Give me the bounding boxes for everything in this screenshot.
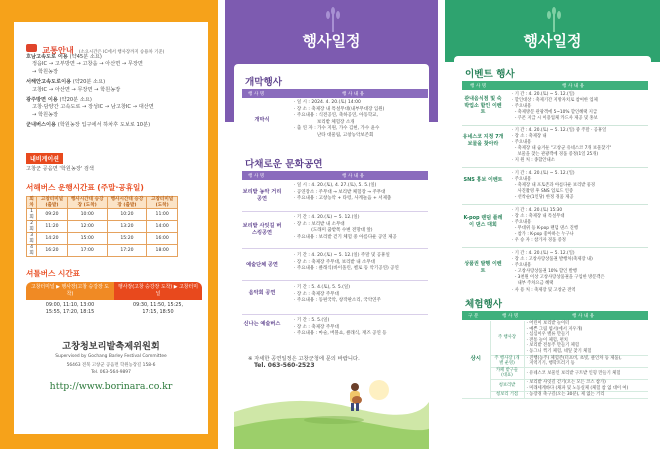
- event-details: [512, 251, 648, 294]
- route-line: 정읍IC → 고부방면 → 고창읍 → 아산면 → 무장면: [32, 61, 143, 68]
- detail-line: · 일 시 : 4. 20.(토), 4. 27.(토), 5. 5.(일): [294, 183, 377, 188]
- exp-item: · 진행(농주) 체험존(터프비, 초빛, 클인차 등 제품),: [526, 355, 622, 361]
- detail-line: · 기 간 : 4. 20.(토) ~ 5. 12.(일) 주말 및 공휴일: [294, 253, 390, 258]
- group-label: 상시: [462, 321, 490, 398]
- shuttle-timetable: [26, 282, 202, 318]
- exp-item: · 농장경 축구길(오는 30분), 제 없는 거리: [526, 392, 605, 398]
- exp-details: [524, 379, 648, 391]
- detail-line: - 고창사랑상품권 10% 할인 발행: [512, 269, 577, 275]
- detail-line: - 참가 : K-pop 좋아하는 누구나: [512, 232, 574, 238]
- detail-line: · 주요내용: [512, 104, 532, 110]
- traffic-note: (소요시간은 IC에서 행사장까지 승용차 기준): [78, 50, 165, 55]
- event-details: [294, 253, 428, 273]
- route-title: 광주방면 이용: [26, 97, 58, 104]
- contact-tel: Tel. 063-560-2523: [254, 362, 315, 369]
- route-time: (학원농장 입구에서 하차후 도보로 10분): [57, 122, 151, 129]
- exp-details: [524, 355, 648, 367]
- th-label: 행 사 명: [248, 173, 265, 179]
- shuttle-header: 행사장(고창 승강장 도착) ▶ 고창터미널: [114, 282, 202, 300]
- table-row: [462, 379, 648, 391]
- table-row: [27, 245, 178, 257]
- detail-line: - 축제장 내 숨겨둔 "고창군 유네스코 7개 보물찾기": [512, 146, 612, 152]
- shuttle-header: 고창터미널 ▶ 행사장(고창 승강장 도착): [26, 282, 114, 300]
- bus-cell: 3회: [27, 233, 37, 245]
- route-time: (약20분 소요): [59, 97, 92, 104]
- event-label: SNS 홍보 이벤트: [463, 177, 503, 183]
- divider: [462, 167, 648, 168]
- barley-field-illustration: [234, 372, 429, 449]
- barley-icon: [543, 6, 565, 32]
- route-list: [26, 54, 204, 130]
- detail-line: · 장 소 : 고창사랑상품권 발행처(축제장 내): [512, 257, 593, 263]
- bus-header-cell: 회차: [27, 197, 37, 209]
- event-details: [512, 208, 648, 245]
- section-title-opening: 개막행사: [245, 77, 283, 88]
- detail-line: - 축제장 내 포토존과 아름다운 보리밭 풍경: [512, 183, 596, 189]
- list-item: [242, 100, 428, 144]
- list-item: [462, 171, 648, 203]
- detail-line: · 장 소 : 축제장 내 특설무대(내부무대장 입원): [294, 106, 385, 112]
- detail-line: · 주요내용 : 식전공연, 축하공연, 아동학교,: [294, 113, 378, 118]
- th-detail: 행 사 내 용: [572, 313, 595, 319]
- detail-line: · 주요내용: [512, 263, 532, 269]
- route-line: 고창·담양간 고속도로 → 장성IC → 남고창IC → 대산면: [32, 104, 154, 111]
- event-label: 보리밭 농악 거리공연: [242, 189, 282, 202]
- org-name: 고창청보리밭축제위원회: [62, 341, 160, 352]
- list-item: [242, 285, 428, 311]
- route-item: [26, 97, 204, 119]
- detail-line: - 쿠폰 지급 시 이용업체 카드사 제공 및 홍보: [512, 116, 598, 122]
- detail-line: 보물을 찾는 관광객에 경품 증정(1일 25개): [512, 152, 599, 158]
- bus-cell: 14:00: [147, 221, 178, 233]
- table-header: [242, 89, 428, 98]
- detail-line: · 주요내용: [512, 140, 532, 146]
- bus-header-row: [27, 197, 178, 209]
- bus-cell: 12:00: [67, 221, 107, 233]
- divider: [242, 314, 428, 315]
- detail-line: · 기 간 : 4. 20.(토) ~ 5. 12.(일): [512, 171, 575, 176]
- section-title-experience: 체험행사: [465, 299, 503, 310]
- detail-line: · 장 소 : 축제장 내: [512, 134, 547, 140]
- detail-line: - 축제방문 관광객에 5~10% 할인혜택 지급: [512, 110, 598, 116]
- table-header: [242, 171, 428, 180]
- detail-line: · 주요내용: [512, 220, 532, 226]
- route-title: 서해안고속도로이용: [26, 79, 72, 86]
- exp-details: [524, 321, 648, 355]
- route-title: 군내버스이용: [26, 122, 57, 129]
- exp-item: · 보리밭 전통주 만들기 체험: [526, 343, 579, 349]
- detail-line: · 기 간 : 4. 20.(토) 15:30: [512, 208, 563, 213]
- detail-line: · 주요내용 : 고창농악 + 타령, 사계놀음 + 서제춤: [294, 196, 392, 201]
- bus-timetable: [26, 196, 178, 257]
- event-label: 보리밭 사잇길 버스킹공연: [242, 223, 282, 236]
- bus-cell: 10:20: [107, 209, 147, 221]
- th-label: 행 사 명: [470, 83, 487, 89]
- exp-name: 주 행사장: [490, 321, 524, 355]
- table-row: [462, 355, 648, 367]
- event-details: [294, 318, 428, 338]
- bus-cell: 15:20: [107, 233, 147, 245]
- org-tel: Tel. 063-564-9897: [91, 370, 131, 375]
- barley-icon: [322, 6, 344, 32]
- detail-line: 사진촬영 후 SNS 업로드 인증: [512, 189, 574, 195]
- detail-line: · 주요내용 : 보리밭 걷기 체험 중 아름다운 공연 제공: [294, 234, 397, 240]
- exp-item: 지역기기, 행학트러기 등: [526, 361, 575, 367]
- detail-line: 난타 대물림, 고창농악보존회: [294, 132, 374, 138]
- th-detail: 행 사 내 용: [342, 91, 365, 97]
- table-row: [462, 321, 648, 355]
- list-item: [462, 208, 648, 246]
- exp-item: · 유네스코 보물인 보리밭 구트밭 인형 만들기 체험: [526, 370, 621, 376]
- list-item: [462, 128, 648, 166]
- th-detail: 행 사 내 용: [342, 173, 365, 179]
- detail-line: · 주요내용: [512, 177, 532, 183]
- bus-cell: 17:20: [107, 245, 147, 257]
- bus-cell: 17:00: [67, 245, 107, 257]
- section-title-events: 이벤트 행사: [465, 69, 515, 80]
- route-line: 고창IC → 아산면 → 무장면 → 학원농장: [32, 86, 121, 93]
- detail-line: · 기 간 : 4. 20.(토) ~ 5. 12.(일) 중 주말 · 공휴일: [512, 128, 607, 133]
- detail-line: · 주요내용 : 마술, 버블쇼, 클래식, 재즈 공연 등: [294, 331, 387, 336]
- navi-text: 고창군 공음면 '학원농장' 검색: [26, 166, 94, 172]
- detail-line: · 일 시 : 2024. 4. 20.(토) 14:00: [294, 100, 361, 105]
- list-item: [242, 215, 428, 245]
- exp-name: 청보리밭: [490, 379, 524, 391]
- bus-cell: 14:20: [37, 233, 68, 245]
- detail-line: · 기 간 : 4. 20.(토) ~ 5. 12.(일): [294, 215, 360, 220]
- divider: [242, 248, 428, 249]
- traffic-card: [14, 22, 208, 434]
- bus-cell: 13:20: [107, 221, 147, 233]
- section-title-culture: 다채로운 문화공연: [245, 159, 323, 170]
- bus-header-cell: 고창터미널 (도착): [147, 197, 178, 209]
- exp-item: · 동그니 찍기 체험, 네잎 찾기 체험: [526, 348, 592, 354]
- table-row: [27, 209, 178, 221]
- org-block: [14, 338, 208, 392]
- exp-details: [524, 392, 648, 399]
- table-header: [462, 81, 648, 90]
- route-item: [26, 54, 204, 76]
- route-line: → 학원농장: [32, 68, 59, 75]
- exp-item: · 보리밭 사잇길 걷기(오는 모든 코스 참가): [526, 379, 606, 385]
- divider: [462, 247, 648, 248]
- bus-header-cell: 행사시간대 승강장 (도착): [67, 197, 107, 209]
- detail-line: · 주요내용 : 동편국악, 창작판소리, 국악연주: [294, 298, 381, 303]
- detail-line: · 기 간 : 4. 20.(토) ~ 5. 12.(일): [512, 92, 575, 97]
- event-details: [294, 285, 428, 305]
- event-label: 예술단체 공연: [246, 262, 278, 268]
- bus-cell: 16:20: [37, 245, 68, 257]
- detail-line: · 장 소 : 축제장 주무대: [294, 291, 339, 297]
- event-details: [294, 183, 428, 203]
- bus-cell: 15:00: [67, 233, 107, 245]
- route-line: → 학원농장: [32, 111, 59, 118]
- divider: [462, 204, 648, 205]
- exp-item: · 어린이 보리밭 놀이터: [526, 321, 570, 326]
- th-label: 행 사 명: [248, 91, 265, 97]
- list-item: [242, 253, 428, 279]
- th-name: 행 사 명: [502, 313, 519, 319]
- th-detail: 행 사 내 용: [562, 83, 585, 89]
- panel-schedule-events: [445, 0, 660, 449]
- shuttle-times: 09:30, 11:50, 15:25, 17:15, 18:50: [132, 302, 184, 315]
- detail-line: · 사 용 처 : 축제장 및 고창군 전역: [512, 287, 576, 293]
- detail-line: · 기 간 : 4. 20.(토) ~ 5. 12.(일): [512, 251, 575, 256]
- route-time: (약20분 소요): [72, 79, 106, 86]
- bus-cell: 1회: [27, 209, 37, 221]
- list-item: [242, 318, 428, 344]
- table-row: [462, 367, 648, 379]
- detail-line: · 할인대상 : 축제기간 지방자치로 참여한 업체: [512, 98, 598, 104]
- exp-item: · 심심이우 밸류 만들기: [526, 332, 570, 338]
- bus-cell: 11:00: [147, 209, 178, 221]
- table-row: [462, 392, 648, 399]
- table-header: [462, 311, 648, 320]
- traffic-title: 교통안내: [42, 45, 74, 55]
- bus-header-cell: 고창터미널 (출발): [37, 197, 68, 209]
- bus-cell: 4회: [27, 245, 37, 257]
- list-item: [242, 183, 428, 209]
- bus-cell: 18:00: [147, 245, 178, 257]
- detail-line: · 지 원 처 : 종합안내소: [512, 158, 555, 164]
- event-label: 상품권 발행 이벤트: [464, 261, 502, 274]
- bus-cell: 2회: [27, 221, 37, 233]
- detail-line: · 장 소 : 보리밭 내 소무대: [294, 221, 345, 227]
- navi-label: 내비게이션: [26, 153, 63, 164]
- list-item: [462, 92, 648, 124]
- shuttle-times: 09:00, 11:10, 13:00 15:55, 17:20, 18:15: [45, 302, 95, 315]
- detail-line: · 출 연 자 : 가수 지원, 가수 김현, 가수 윤수: [294, 126, 380, 131]
- exp-details: [524, 367, 648, 379]
- event-details: [512, 128, 648, 165]
- list-item: [462, 251, 648, 295]
- exp-item: · 예쁜 그림 엽서(에서 지우개): [526, 326, 583, 332]
- th-group: 구 분: [468, 313, 479, 319]
- bus-cell: 16:00: [147, 233, 178, 245]
- bus-cell: 09:20: [37, 209, 68, 221]
- detail-line: · 공연장소 : 주무대 → 보리밭 체험장 → 주무대: [294, 189, 386, 195]
- event-details: [512, 92, 648, 122]
- experience-table: [462, 321, 648, 399]
- divider: [462, 125, 648, 126]
- event-label: 유네스코 지정 7개 보물을 찾아라: [462, 134, 504, 147]
- contact-note: ※ 자세한 공연일정은 고창군청에 문의 바랍니다.: [248, 356, 360, 362]
- exp-name: 카페 밭구둘 (대표): [490, 367, 524, 379]
- detail-line: · 주요내용 : 클래식(바이올린, 첼로 등 악기공연) 공연: [294, 266, 399, 271]
- traffic-header: [26, 38, 204, 55]
- event-label: 신나는 예술버스: [243, 321, 281, 327]
- exp-name: 주 행사장 (개별 운영): [490, 355, 524, 367]
- divider: [242, 280, 428, 281]
- detail-line: (도래미 꿈밭쪽 수변 전망대 앞): [294, 228, 373, 233]
- event-details: [294, 215, 428, 241]
- detail-line: · 기 간 : 5. 4.(토), 5. 5.(일): [294, 285, 350, 290]
- bus-icon: [26, 44, 37, 52]
- exp-name: 청보리 거점: [490, 392, 524, 399]
- bus-header-cell: 행사시간대 승강장 (출발): [107, 197, 147, 209]
- table-row: [27, 221, 178, 233]
- route-item: [26, 79, 204, 94]
- detail-line: · 장 소 : 축제장 내 특설무대: [512, 214, 565, 220]
- detail-line: · 장 소 : 축제장 주무대: [294, 324, 339, 330]
- guitar-player-icon: [345, 382, 365, 412]
- detail-line: · 우 승 자 : 참가자 경품 증정: [512, 238, 566, 244]
- detail-line: 보리밭 체험장 소개: [294, 119, 355, 125]
- route-title: 호남고속도로 이용: [26, 54, 68, 60]
- event-label: 개막식: [254, 117, 270, 123]
- event-details: [512, 171, 648, 201]
- shuttle-title: 셔틀버스 시간표: [26, 269, 80, 278]
- panel-schedule-culture: [225, 0, 438, 449]
- bus-cell: 10:00: [67, 209, 107, 221]
- event-label: 음악회 공연: [248, 290, 276, 296]
- table-row: [27, 233, 178, 245]
- detail-line: 내부 주차요금 혜택: [512, 281, 554, 287]
- route-time: (약45분 소요): [69, 54, 102, 60]
- panel-traffic: [0, 0, 218, 449]
- detail-line: - 무대위 등 K-pop 랜덤 댄스 진행: [512, 226, 578, 232]
- exp-item: · 전통 놀이 체험, 펀치: [526, 337, 568, 343]
- org-english: Supervised by Gochang Barley Festival Committee: [55, 354, 167, 359]
- event-label: 관내음식점 및 숙박업소 할인 이벤트: [464, 96, 502, 116]
- route-item: [26, 122, 204, 129]
- detail-line: - 3천원 이상 고창사랑상품권을 구입한 방문객은: [512, 275, 605, 281]
- divider: [242, 211, 428, 212]
- detail-line: · 기 간 : 5. 5.(일): [294, 318, 330, 323]
- website-link[interactable]: http://www.borinara.co.kr: [49, 381, 173, 392]
- page-title: 행사일정: [302, 32, 361, 50]
- exp-item: · 미래세계바다 (채파 및 노동실체 (체험 참 없 대이 여): [526, 385, 629, 391]
- event-details: [294, 100, 428, 139]
- detail-line: · 장 소 : 축제장 주무대, 보리밭 내 소무대: [294, 259, 376, 265]
- event-label: K-pop 랜덤 플레이 댄스 대회: [463, 215, 503, 228]
- org-address: 56463 전북 고창군 공음면 학원농장길 158-6: [66, 363, 156, 368]
- detail-line: - 선착순(1인당) 한정 경품 제공: [512, 195, 574, 201]
- page-title: 행사일정: [523, 32, 582, 50]
- bus-cell: 11:20: [37, 221, 68, 233]
- bus-table-title: 서해버스 운행시간표 (주말·공휴일): [26, 183, 144, 192]
